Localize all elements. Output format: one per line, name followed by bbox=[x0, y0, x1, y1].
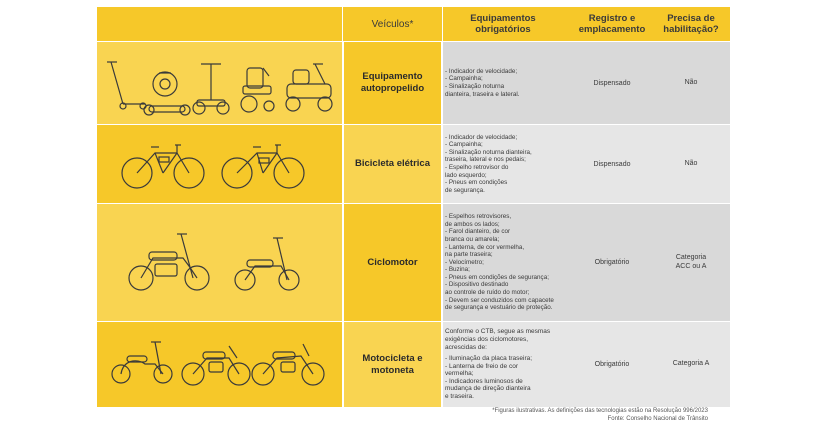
hoverboard-icon bbox=[144, 105, 190, 115]
vehicle-image-cell bbox=[97, 204, 342, 321]
header-license: Precisa de habilitação? bbox=[663, 13, 719, 35]
equipment-item: - Espelho retrovisor do bbox=[445, 164, 509, 171]
equipment-item: lado esquerdo; bbox=[445, 171, 487, 179]
equipment-item: ao controle de ruído do motor; bbox=[445, 289, 530, 297]
license-value: Não bbox=[684, 159, 698, 167]
equipment-item: - Devem ser conduzidos com capacete bbox=[445, 296, 554, 304]
motorcycle-icon bbox=[252, 344, 324, 385]
wheelchair-icon bbox=[241, 68, 274, 112]
registration-value: Dispensado bbox=[593, 79, 631, 87]
electric-scooter-icon bbox=[235, 238, 299, 290]
vehicle-image-cell bbox=[97, 42, 342, 124]
equipment-list bbox=[445, 125, 555, 203]
vehicle-image-cell bbox=[97, 125, 342, 203]
motor-scooter-icon bbox=[112, 342, 172, 383]
table-row bbox=[97, 204, 730, 321]
unicycle-icon bbox=[153, 72, 177, 96]
equipment-item: dianteira, traseira e lateral. bbox=[445, 90, 520, 98]
equipment-item: de segurança e vestuário de proteção. bbox=[445, 304, 553, 312]
vehicle-image-cell bbox=[97, 322, 342, 407]
equipment-item: - Farol dianteiro, de cor bbox=[445, 228, 511, 236]
equipment-item: - Indicador de velocidade; bbox=[445, 133, 518, 141]
vehicle-name: Ciclomotor bbox=[344, 204, 441, 321]
license-value: Não bbox=[684, 78, 698, 86]
mobility-scooter-icon bbox=[286, 64, 332, 111]
footnote-source: Fonte: Conselho Nacional de Trânsito bbox=[607, 416, 708, 422]
equipment-item: - Sinalização noturna dianteira, bbox=[445, 148, 532, 156]
equipment-item: - Pneus em condições de segurança; bbox=[445, 273, 549, 281]
equipment-item: de ambos os lados; bbox=[445, 220, 500, 228]
header-vehicles: Veículos* bbox=[371, 18, 414, 30]
footnote-definitions: *Figuras ilustrativas. As definições das tecnologias estão na Resolução 996/2023 bbox=[492, 408, 708, 414]
equipment-item: exigências dos ciclomotores, bbox=[445, 335, 529, 343]
equipment-item: - Espelhos retrovisores, bbox=[445, 213, 512, 221]
equipment-item: mudança de direção dianteira bbox=[445, 385, 531, 393]
equipment-item: - Indicadores luminosos de bbox=[445, 377, 523, 385]
equipment-list bbox=[445, 322, 555, 407]
moped-icon bbox=[129, 234, 209, 290]
column-divider bbox=[442, 7, 443, 407]
equipment-item: - Dispositivo destinado bbox=[445, 281, 509, 289]
equipment-item: - Lanterna de freio de cor bbox=[445, 362, 518, 370]
vehicle-name: Motocicleta e motoneta bbox=[344, 322, 441, 407]
equipment-item: - Indicador de velocidade; bbox=[445, 67, 518, 75]
header-registration: Registro e emplacamento bbox=[578, 13, 646, 35]
equipment-item: traseira, lateral e nos pedais; bbox=[445, 156, 526, 164]
header-equipment: Equipamentos obrigatórios bbox=[470, 13, 536, 35]
registration-value: Dispensado bbox=[593, 160, 631, 168]
equipment-item: - Sinalização noturna bbox=[445, 83, 505, 90]
equipment-item: e traseira. bbox=[445, 393, 474, 401]
equipment-item: acrescidas de: bbox=[445, 343, 487, 351]
kick-scooter-icon bbox=[107, 62, 146, 109]
table-row bbox=[97, 42, 730, 124]
equipment-item: branca ou amarela; bbox=[445, 235, 500, 243]
vehicle-name: Equipamento autopropelido bbox=[344, 42, 441, 124]
registration-value: Obrigatório bbox=[594, 361, 630, 368]
equipment-item: vermelha; bbox=[445, 370, 474, 378]
license-value: Categoria A bbox=[672, 360, 710, 368]
motorcycle-icon bbox=[182, 346, 250, 385]
equipment-list bbox=[445, 42, 555, 124]
equipment-item: - Velocímetro; bbox=[445, 258, 484, 266]
electric-bicycle-icon bbox=[122, 145, 204, 188]
equipment-item: Conforme o CTB, segue as mesmas bbox=[445, 328, 551, 336]
equipment-list bbox=[445, 204, 555, 321]
license-value bbox=[653, 204, 729, 321]
electric-bicycle-icon bbox=[222, 145, 304, 188]
table-header bbox=[97, 7, 730, 41]
equipment-item: - Campainha; bbox=[445, 75, 483, 83]
table-row bbox=[97, 125, 730, 203]
equipment-item: - Campainha; bbox=[445, 141, 483, 149]
segway-icon bbox=[193, 64, 229, 114]
column-divider bbox=[342, 7, 343, 407]
registration-value: Obrigatório bbox=[594, 259, 630, 266]
license-value-text: Categoria ACC ou A bbox=[675, 254, 707, 270]
equipment-item: - Lanterna, de cor vermelha, bbox=[445, 243, 525, 251]
equipment-item: de segurança. bbox=[445, 186, 485, 194]
vehicle-name: Bicicleta elétrica bbox=[344, 125, 441, 203]
equipment-item: - Pneus em condições bbox=[445, 179, 508, 187]
equipment-item: - Iluminação da placa traseira; bbox=[445, 355, 533, 363]
equipment-item: - Buzina; bbox=[445, 266, 470, 274]
equipment-item: na parte traseira; bbox=[445, 251, 493, 259]
table-row bbox=[97, 322, 730, 407]
